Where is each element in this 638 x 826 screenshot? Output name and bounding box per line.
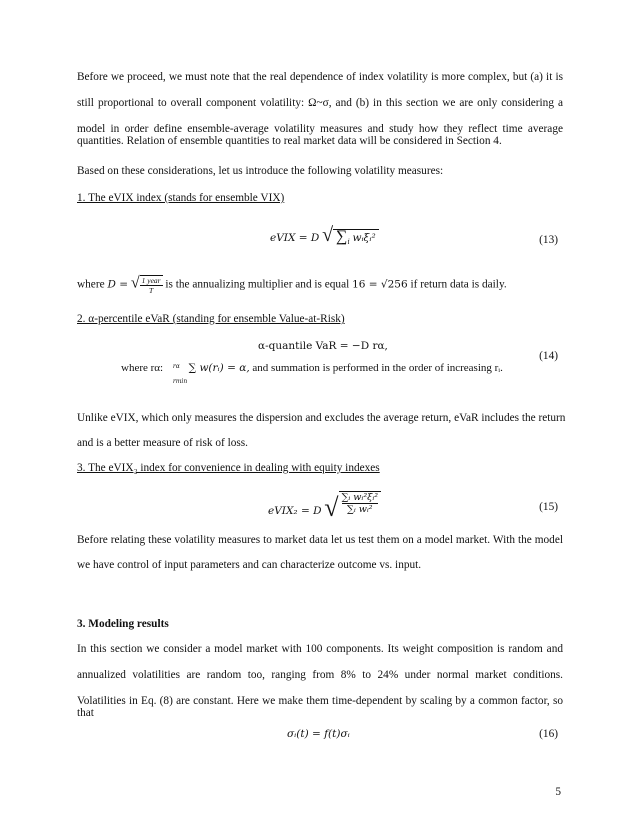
paragraph-1-line-1: Before we proceed, we must note that the real dependence of index volatility is more complex, but (a) it is (77, 71, 563, 83)
where-13-frac-num: 1 year (141, 276, 161, 285)
equation-15 (268, 491, 381, 522)
equation-13-number: (13) (539, 234, 558, 246)
eq16-expr: σᵢ(t) = f(t)σᵢ (287, 728, 350, 740)
measure-1-heading: 1. The eVIX index (stands for ensemble VIX) (77, 192, 285, 204)
eq14-line-2-pre: where rα: (121, 362, 164, 374)
sum-symbol: ∑ (336, 228, 348, 245)
eq14-line-2-post: and summation is performed in the order of increasing rᵢ. (252, 362, 503, 374)
paragraph-3-line-2: and is a better measure of risk of loss. (77, 437, 248, 449)
where-13-d-eq: D = (107, 278, 128, 291)
paragraph-2: Based on these considerations, let us introduce the following volatility measures: (77, 165, 444, 177)
paragraph-1-line-2: still proportional to overall component volatility: Ω~σ, and (b) in this section we are only considering a (77, 97, 563, 109)
equation-14-line-2 (121, 362, 503, 385)
paragraph-5-line-1: In this section we consider a model market with 100 components. Its weight composition is random and (77, 643, 563, 655)
equation-14-line-1 (258, 340, 388, 352)
where-13-val: 16 = √256 (352, 278, 408, 291)
where-13-tail: if return data is daily. (410, 278, 507, 291)
paragraph-5-line-2: annualized volatilities are random too, ranging from 8% to 24% under normal market conditions. (77, 669, 563, 681)
equation-16 (287, 728, 350, 740)
measure-2-heading: 2. α-percentile eVaR (standing for ensemble Value-at-Risk) (77, 313, 345, 325)
paragraph-5-line-4: that (77, 707, 94, 719)
eq15-lhs: eVIX₂ = D (268, 505, 322, 517)
where-13-post: is the annualizing multiplier and is equal (165, 278, 350, 291)
eq15-den: ∑ᵢ wᵢ² (347, 504, 373, 516)
paragraph-1-line-3: model in order define ensemble-average volatility measures and study how they reflect time average (77, 123, 563, 135)
paragraph-1-line-4: quantities. Relation of ensemble quantities to real market data will be considered in Section 4. (77, 135, 502, 147)
paragraph-5-line-3: Volatilities in Eq. (8) are constant. Here we make them time-dependent by scaling by a common factor, so (77, 695, 563, 707)
equation-15-number: (15) (539, 501, 558, 513)
paragraph-4-line-1: Before relating these volatility measures to market data let us test them on a model market. With the model (77, 534, 563, 546)
where-13-pre: where (77, 278, 105, 291)
eq13-body: wᵢξᵢ² (352, 232, 376, 244)
eq13-sum-sub: i (347, 238, 350, 247)
equation-13 (270, 224, 379, 249)
paragraph-3-line-1: Unlike eVIX, which only measures the dispersion and excludes the average return, eVaR includes the return (77, 412, 566, 424)
eq14-sum-sub: rmin (172, 378, 188, 385)
eq14-line-1: α-quantile VaR = −D rα, (258, 340, 388, 352)
eq15-num: ∑ᵢ wᵢ²ξᵢ² (341, 492, 379, 504)
sqrt-symbol: √ (322, 224, 334, 246)
eq13-lhs: eVIX = D (270, 232, 320, 244)
paragraph-4-line-2: we have control of input parameters and can characterize outcome vs. input. (77, 559, 422, 571)
equation-16-number: (16) (539, 728, 558, 740)
where-13-line (77, 275, 507, 295)
measure-3-heading: 3. The eVIX₂ index for convenience in dealing with equity indexes (77, 462, 380, 474)
section-3-heading: 3. Modeling results (77, 618, 169, 630)
sqrt-symbol: √ (324, 493, 339, 522)
eq14-math: ∑ w(rᵢ) = α, (188, 362, 250, 374)
page-number: 5 (555, 786, 561, 798)
sqrt-symbol: √ (130, 274, 140, 292)
where-13-frac-den: T (149, 286, 154, 295)
equation-14-number: (14) (539, 350, 558, 362)
eq14-sum-sup: rα (172, 363, 180, 370)
